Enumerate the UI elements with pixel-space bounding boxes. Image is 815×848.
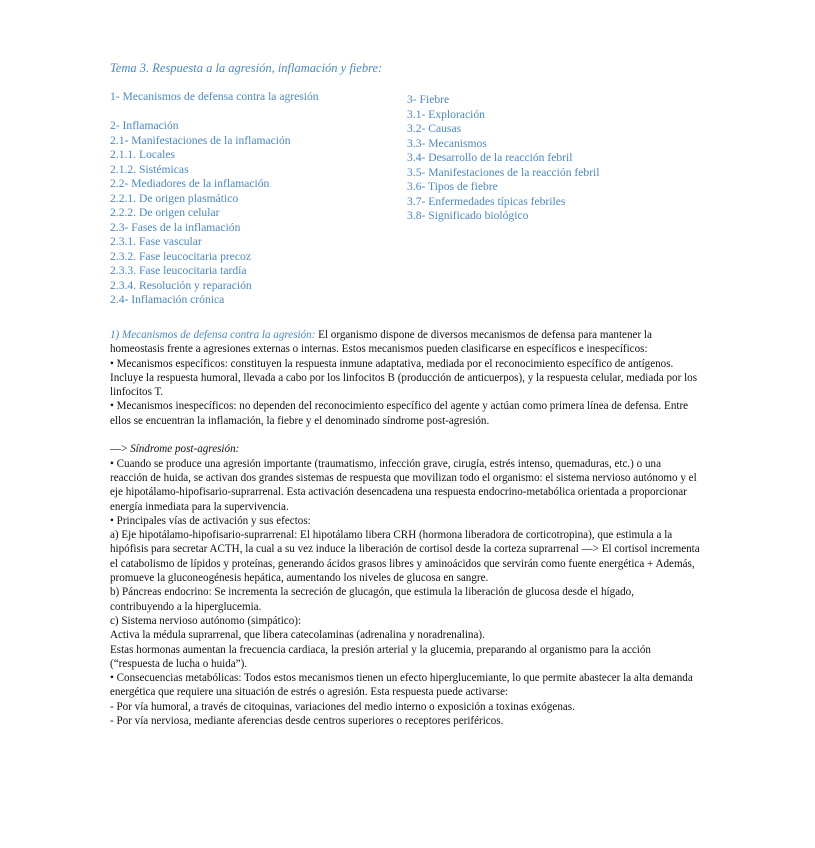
section2-heading-line: [110, 442, 700, 456]
toc-item: 2.4- Inflamación crónica: [110, 293, 225, 306]
section1-intro: El organismo dispone de diversos mecanismos de defensa para mantener la homeostasis frente a agresiones externas o internas. Estos mecanismos pueden clasificarse en específicos e inespecíficos:: [110, 329, 652, 356]
body-paragraph: a) Eje hipotálamo-hipofisario-suprarrenal: El hipotálamo libera CRH (hormona liberadora de corticotropina), que estimula a la hipófisis para secretar ACTH, la cual a su vez induce la liberación de cortisol desde la corteza suprarrenal —> El cortisol incrementa el catabolismo de lípidos y proteínas, generando ácidos grasos libres y aminoácidos que servirán como fuente energética + Además, promueve la gluconeogénesis hepática, aumentando los niveles de glucosa en sangre.: [110, 529, 700, 585]
specific-mechanisms-paragraph: • Mecanismos específicos: constituyen la respuesta inmune adaptativa, mediada por el reconocimiento específico de antígenos. Incluye la respuesta humoral, llevada a cabo por los linfocitos B (producción de anticuerpos), y la respuesta celular, mediada por los linfocitos T.: [110, 357, 698, 399]
body-paragraph: - Por vía humoral, a través de citoquinas, variaciones del medio interno o exposición a toxinas exógenas.: [110, 700, 575, 713]
section1-heading: 1) Mecanismos de defensa contra la agresión:: [110, 329, 316, 341]
body-paragraph: c) Sistema nervioso autónomo (simpático):: [110, 614, 302, 627]
toc-item: 2.3.2. Fase leucocitaria precoz: [110, 249, 251, 263]
toc-item: 2.2.2. De origen celular: [110, 206, 220, 219]
toc-right-column: [407, 93, 600, 224]
toc-left-column: [110, 90, 319, 308]
toc-item: 2.3.3. Fase leucocitaria tardía: [110, 264, 247, 277]
toc-item: 3.1- Exploración: [407, 107, 485, 121]
toc-item: 2.3.1. Fase vascular: [110, 235, 202, 248]
body-paragraph: • Cuando se produce una agresión importante (traumatismo, infección grave, cirugía, estrés intenso, quemaduras, etc.) o una reacción de huida, se activan dos grandes sistemas de respuesta que movilizan todo el organismo: el sistema nervioso autónomo y el eje hipotálamo-hipofisario-suprarrenal. Esta activación desencadena una respuesta endocrino-metabólica orientada a proporcionar energía inmediata para la supervivencia.: [110, 457, 697, 513]
body-paragraph: - Por vía nerviosa, mediante aferencias desde centros superiores o receptores periféricos.: [110, 715, 504, 728]
document-body: [110, 328, 700, 728]
toc-spacer: [110, 105, 319, 120]
toc-item: 3.5- Manifestaciones de la reacción febril: [407, 165, 600, 179]
toc-item: 2.2.1. De origen plasmático: [110, 191, 239, 205]
toc-item: 2.3.4. Resolución y reparación: [110, 278, 252, 292]
body-paragraph: • Principales vías de activación y sus efectos:: [110, 514, 311, 527]
paragraph-spacer: [110, 428, 700, 442]
toc-item: 2- Inflamación: [110, 119, 179, 132]
body-paragraph: b) Páncreas endocrino: Se incrementa la secreción de glucagón, que estimula la liberación de glucosa desde el hígado, contribuyendo a la hiperglucemia.: [110, 586, 634, 613]
toc-item: 3.8- Significado biológico: [407, 209, 529, 222]
toc-item: 2.1.1. Locales: [110, 148, 176, 161]
toc-item: 3.4- Desarrollo de la reacción febril: [407, 151, 573, 164]
body-paragraph: • Consecuencias metabólicas: Todos estos mecanismos tienen un efecto hiperglucemiante, lo que permite abastecer la alta demanda energética que requiere una situación de estrés o agresión. Esta respuesta puede activarse:: [110, 672, 693, 699]
toc-item: 3.6- Tipos de fiebre: [407, 180, 498, 193]
body-paragraph: Estas hormonas aumentan la frecuencia cardiaca, la presión arterial y la glucemia, preparando al organismo para la acción (“respuesta de lucha o huida”).: [110, 643, 651, 670]
toc-item: 3.7- Enfermedades típicas febriles: [407, 194, 566, 208]
toc-item: 3.2- Causas: [407, 122, 462, 135]
body-paragraph: Activa la médula suprarrenal, que libera catecolaminas (adrenalina y noradrenalina).: [110, 629, 485, 642]
document-title: Tema 3. Respuesta a la agresión, inflamación y fiebre:: [110, 61, 383, 75]
toc-item: 2.1.2. Sistémicas: [110, 162, 189, 176]
arrow-marker: —>: [110, 443, 131, 456]
toc-item: 3- Fiebre: [407, 93, 450, 106]
section2-heading: Síndrome post-agresión:: [130, 443, 240, 456]
toc-item: 2.3- Fases de la inflamación: [110, 220, 241, 234]
nonspecific-mechanisms-paragraph: • Mecanismos inespecíficos: no dependen del reconocimiento específico del agente y actúan como primera línea de defensa. Entre ellos se encuentran la inflamación, la fiebre y el denominado síndrome post-agresión.: [110, 400, 689, 427]
toc-item: 3.3- Mecanismos: [407, 136, 487, 150]
section1-intro-paragraph: [110, 328, 700, 357]
toc-item: 2.2- Mediadores de la inflamación: [110, 177, 270, 190]
toc-item: 1- Mecanismos de defensa contra la agresión: [110, 90, 319, 103]
toc-item: 2.1- Manifestaciones de la inflamación: [110, 133, 291, 147]
